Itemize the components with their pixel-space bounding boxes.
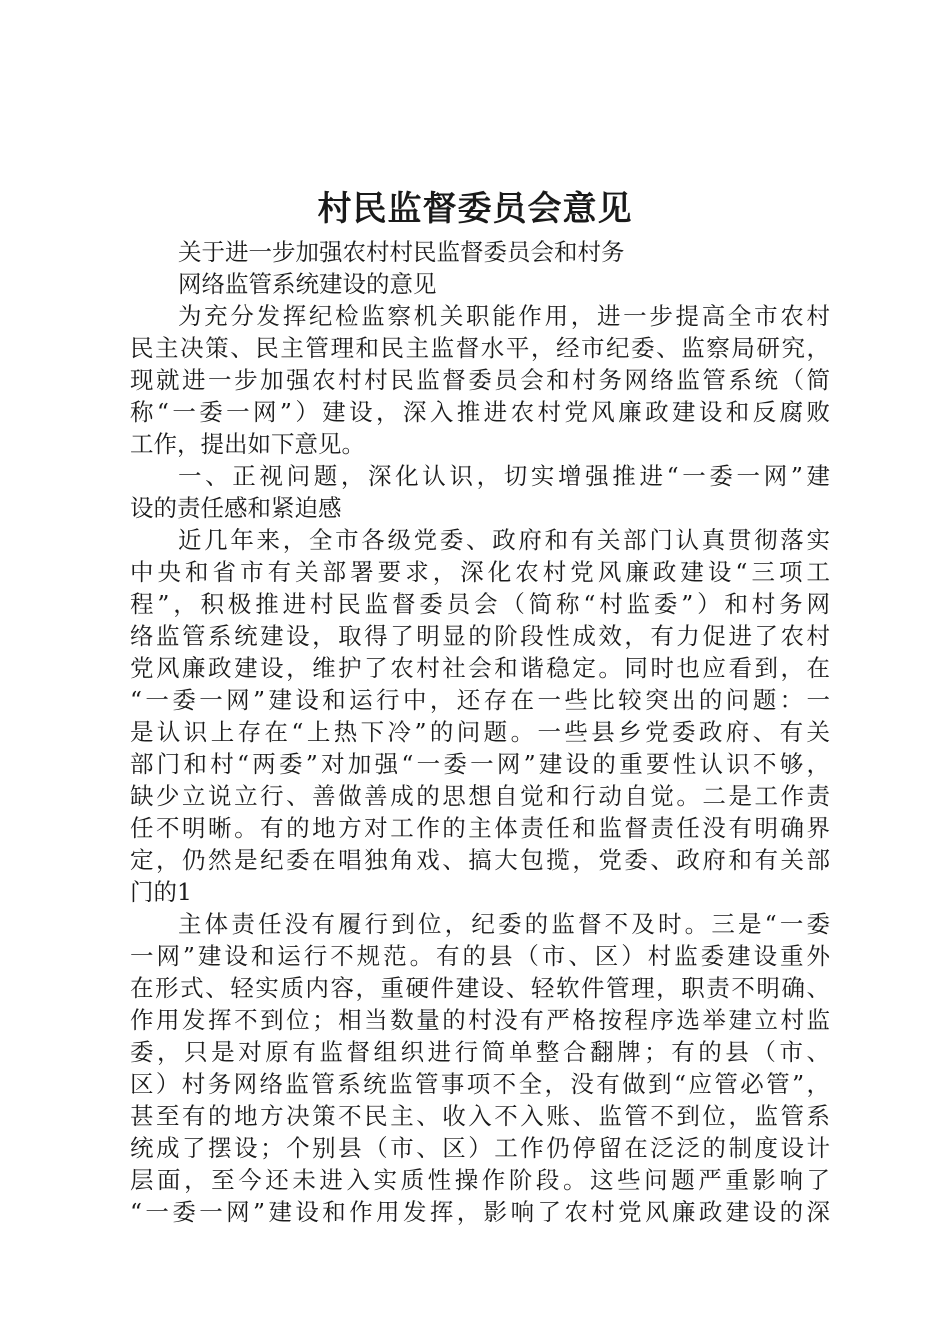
document-title: 村民监督委员会意见 — [317, 189, 633, 229]
text-line: 统成了摆设；个别县（市、区）工作仍停留在泛泛的制度设计 — [130, 1134, 830, 1162]
text-line: “一委一网”建设和运行中，还存在一些比较突出的问题：一 — [130, 686, 830, 714]
text-line: 作用发挥不到位；相当数量的村没有严格按程序选举建立村监 — [130, 1006, 830, 1034]
text-line: 络监管系统建设，取得了明显的阶段性成效，有力促进了农村 — [130, 622, 830, 650]
text-line: 为充分发挥纪检监察机关职能作用，进一步提高全市农村 — [178, 302, 830, 330]
text-line: 程”，积极推进村民监督委员会（简称“村监委”）和村务网 — [130, 590, 830, 618]
text-line: 主体责任没有履行到位，纪委的监督不及时。三是“一委 — [178, 910, 830, 938]
text-line: 工作，提出如下意见。 — [130, 430, 365, 458]
text-line: 是认识上存在“上热下冷”的问题。一些县乡党委政府、有关 — [130, 718, 830, 746]
text-line: 甚至有的地方决策不民主、收入不入账、监管不到位，监管系 — [130, 1102, 830, 1130]
text-line: 关于进一步加强农村村民监督委员会和村务 — [178, 238, 625, 266]
text-line: 区）村务网络监管系统监管事项不全，没有做到“应管必管”， — [130, 1070, 830, 1098]
text-line: 委，只是对原有监督组织进行简单整合翻牌；有的县（市、 — [130, 1038, 830, 1066]
text-line: 民主决策、民主管理和民主监督水平，经市纪委、监察局研究， — [130, 334, 830, 362]
text-line: 任不明晰。有的地方对工作的主体责任和监督责任没有明确界 — [130, 814, 830, 842]
text-line: 中央和省市有关部署要求，深化农村党风廉政建设“三项工 — [130, 558, 830, 586]
text-line: 一、正视问题，深化认识，切实增强推进“一委一网”建 — [178, 462, 830, 490]
text-line: 定，仍然是纪委在唱独角戏、搞大包揽，党委、政府和有关部 — [130, 846, 830, 874]
text-line: 一网”建设和运行不规范。有的县（市、区）村监委建设重外 — [130, 942, 830, 970]
text-line: 在形式、轻实质内容，重硬件建设、轻软件管理，职责不明确、 — [130, 974, 830, 1002]
text-line: 设的责任感和紧迫感 — [130, 494, 342, 522]
text-line: 缺少立说立行、善做善成的思想自觉和行动自觉。二是工作责 — [130, 782, 830, 810]
text-line: 党风廉政建设，维护了农村社会和谐稳定。同时也应看到，在 — [130, 654, 830, 682]
text-line: “一委一网”建设和作用发挥，影响了农村党风廉政建设的深 — [130, 1198, 830, 1226]
document-body — [130, 236, 830, 1228]
text-line: 门的1 — [130, 878, 192, 906]
text-line: 部门和村“两委”对加强“一委一网”建设的重要性认识不够， — [130, 750, 830, 778]
text-line: 网络监管系统建设的意见 — [178, 270, 437, 298]
text-line: 层面，至今还未进入实质性操作阶段。这些问题严重影响了 — [130, 1166, 830, 1194]
text-line: 现就进一步加强农村村民监督委员会和村务网络监管系统（简 — [130, 366, 830, 394]
text-line: 近几年来，全市各级党委、政府和有关部门认真贯彻落实 — [178, 526, 830, 554]
text-line: 称“一委一网”）建设，深入推进农村党风廉政建设和反腐败 — [130, 398, 830, 426]
